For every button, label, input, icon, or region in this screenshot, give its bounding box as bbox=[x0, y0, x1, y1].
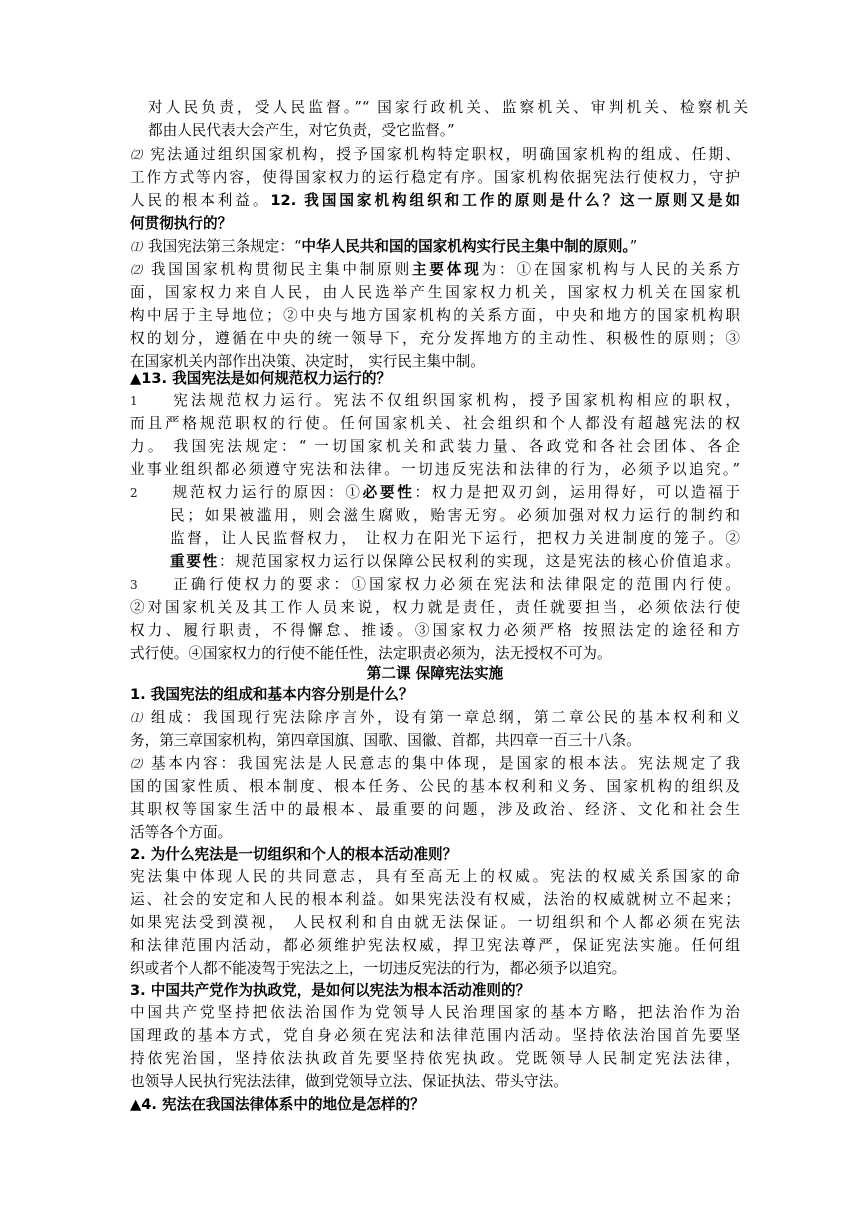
text-line: 监督，让人民监督权力， 让权力在阳光下运行，把权力关进制度的笼子。② bbox=[170, 530, 740, 547]
text-line: 面，国家权力来自人民，由人民选举产生国家权力机关，国家权力机关在国家机 bbox=[130, 284, 740, 301]
text-line: 2 规范权力运行的原因：①必要性：权力是把双刃剑，运用得好，可以造福于 bbox=[130, 482, 740, 503]
question-heading: 2. 为什么宪法是一切组织和个人的根本活动准则？ bbox=[130, 846, 458, 863]
text-line: 其职权等国家生活中的最根本、最重要的问题，涉及政治、经济、文化和社会生 bbox=[130, 801, 740, 818]
text-line: 对人民负责，受人民监督。”“ 国家行政机关、监察机关、审判机关、检察机关 bbox=[148, 99, 748, 116]
list-marker: ⑴ bbox=[130, 240, 143, 254]
text-line: 持依宪治国，坚持依法执政首先要坚持依宪执政。党既领导人民制定宪法法律， bbox=[130, 1050, 740, 1067]
text-line: 构中居于主导地位；②中央与地方国家机构的关系方面，中央和地方的国家机构职 bbox=[130, 307, 740, 324]
text-line: 和法律范围内活动，都必须维护宪法权威，捍卫宪法尊严，保证宪法实施。任何组 bbox=[130, 937, 740, 954]
text-line: ⑵ 基本内容：我国宪法是人民意志的集中体现，是国家的根本法。宪法规定了我 bbox=[130, 753, 740, 774]
text-line: 运、社会的安定和人民的根本利益。如果宪法没有权威，法治的权威就树立不起来； bbox=[130, 891, 740, 908]
text-line: 工作方式等内容，使得国家权力的运行稳定有序。国家机构依据宪法行使权力，守护 bbox=[130, 169, 740, 186]
text-line: ②对国家机关及其工作人员来说，权力就是责任，责任就要担当，必须依法行使 bbox=[130, 599, 740, 616]
text-line: 权的划分，遵循在中央的统一领导下，充分发挥地方的主动性、积极性的原则；③ bbox=[130, 330, 740, 347]
text-line: 力。 我国宪法规定：“ 一切国家机关和武装力量、各政党和各社会团体、各企 bbox=[130, 438, 740, 455]
text-line: 中国共产党坚持把依法治国作为党领导人民治理国家的基本方略，把法治作为治 bbox=[130, 1004, 740, 1021]
text-line: 织或者个人都不能凌驾于宪法之上，一切违反宪法的行为，都必须予以追究。 bbox=[130, 960, 627, 977]
text-line: ⑴ 组成：我国现行宪法除序言外，设有第一章总纲，第二章公民的基本权利和义 bbox=[130, 707, 740, 728]
text-line: 式行使。④国家权力的行使不能任性，法定职责必须为，法无授权不可为。 bbox=[130, 645, 612, 662]
key-term: 主要体现 bbox=[411, 261, 482, 278]
text-line: 也领导人民执行宪法法律，做到党领导立法、保证执法、带头守法。 bbox=[130, 1073, 568, 1090]
key-term: 必要性 bbox=[362, 484, 415, 501]
text-line: 国理政的基本方式，党自身必须在宪法和法律范围内活动。坚持依法治国首先要坚 bbox=[130, 1027, 740, 1044]
question-heading: 1. 我国宪法的组成和基本内容分别是什么？ bbox=[130, 686, 414, 703]
list-marker: ⑵ bbox=[130, 263, 143, 277]
list-marker: ⑵ bbox=[130, 757, 143, 771]
text-line: 3 正确行使权力的要求：①国家权力必须在宪法和法律限定的范围内行使。 bbox=[130, 574, 740, 595]
text-line: 在国家机关内部作出决策、决定时， 实行民主集中制。 bbox=[130, 353, 485, 370]
text-line: 人民的根本利益。12. 我国国家机构组织和工作的原则是什么？这一原则又是如 bbox=[130, 192, 740, 209]
lesson-title: 第二课 保障宪法实施 bbox=[366, 665, 504, 682]
list-marker: ⑵ bbox=[130, 148, 143, 162]
text-line: 宪法集中体现人民的共同意志，具有至高无上的权威。宪法的权威关系国家的命 bbox=[130, 868, 740, 885]
text-line: 民；如果被滥用，则会滋生腐败，贻害无穷。必须加强对权力运行的制约和 bbox=[170, 507, 740, 524]
question-heading: 12. 我国国家机构组织和工作的原则是什么？这一原则又是如 bbox=[270, 192, 740, 209]
key-term: 重要性 bbox=[170, 553, 220, 570]
text-line: ⑵ 我国国家机构贯彻民主集中制原则主要体现为：①在国家机构与人民的关系方 bbox=[130, 259, 740, 280]
text-line: 国的国家性质、根本制度、根本任务、公民的基本权利和义务、国家机构的组织及 bbox=[130, 778, 740, 795]
text-line: 如果宪法受到漠视， 人民权利和自由就无法保证。一切组织和个人都必须在宪法 bbox=[130, 914, 740, 931]
text-line: 业事业组织都必须遵守宪法和法律。一切违反宪法和法律的行为，必须予以追究。” bbox=[130, 461, 740, 478]
list-marker: ⑴ bbox=[130, 711, 143, 725]
text-line: 活等各个方面。 bbox=[130, 824, 233, 841]
list-marker: 1 bbox=[130, 394, 138, 408]
question-heading: 何贯彻执行的？ bbox=[130, 215, 233, 232]
question-heading: ▲4. 宪法在我国法律体系中的地位是怎样的？ bbox=[130, 1096, 425, 1113]
text-line: ⑵ 宪法通过组织国家机构，授予国家机构特定职权，明确国家机构的组成、任期、 bbox=[130, 144, 740, 165]
text-line: 1 宪法规范权力运行。宪法不仅组织国家机构，授予国家机构相应的职权， bbox=[130, 390, 740, 411]
list-marker: 2 bbox=[130, 486, 138, 500]
text-line: 都由人民代表大会产生，对它负责，受它监督。” bbox=[148, 122, 455, 139]
quoted-principle: 中华人民共和国的国家机构实行民主集中制的原则。 bbox=[301, 238, 630, 255]
text-line: 权力、履行职责，不得懈怠、推诿。③国家权力必须严格 按照法定的途径和方 bbox=[130, 622, 740, 639]
text-line: 重要性：规范国家权力运行以保障公民权利的实现，这是宪法的核心价值追求。 bbox=[170, 553, 740, 570]
text-line: 务，第三章国家机构，第四章国旗、国歌、国徽、首都，共四章一百三十八条。 bbox=[130, 732, 641, 749]
list-marker: 3 bbox=[130, 578, 138, 592]
text-line: ⑴ 我国宪法第三条规定：“中华人民共和国的国家机构实行民主集中制的原则。” bbox=[130, 236, 740, 257]
question-heading: 3. 中国共产党作为执政党，是如何以宪法为根本活动准则的？ bbox=[130, 982, 531, 999]
text-line: 而且严格规范职权的行使。任何国家机关、社会组织和个人都没有超越宪法的权 bbox=[130, 415, 740, 432]
question-heading: ▲13. 我国宪法是如何规范权力运行的？ bbox=[130, 370, 392, 387]
